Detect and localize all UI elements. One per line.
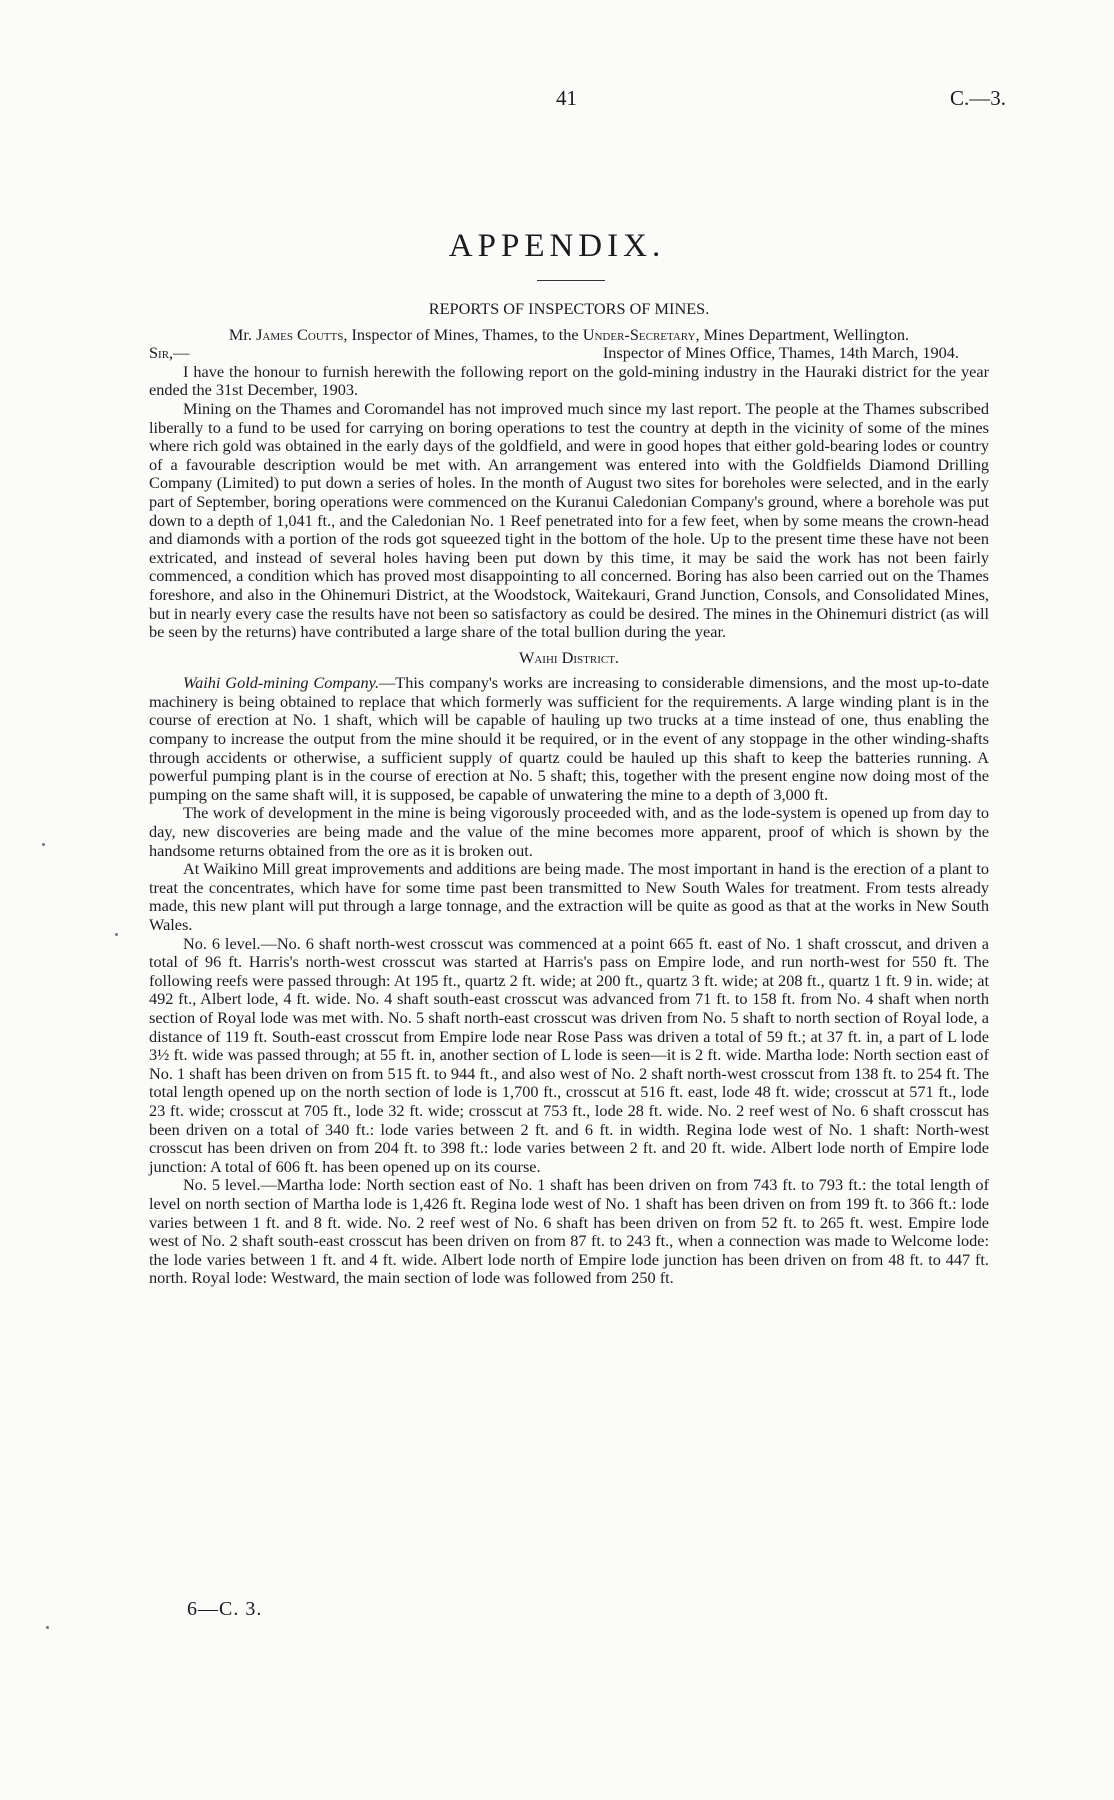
- document-reference: C.—3.: [950, 86, 1007, 110]
- company-name: Waihi Gold-mining Company.: [183, 673, 380, 693]
- paragraph-waikino: At Waikino Mill great improvements and additions are being made. The most important in hand is the erection of a plant to treat the concentrates, which have for some time past been transmitted to New South Wales for treatment. From tests already made, this new plant will put through a large tonnage, and the extraction will be quite as good as that at the works in New South Wales.: [149, 859, 989, 934]
- dateline: Inspector of Mines Office, Thames, 14th March, 1904.: [602, 343, 959, 363]
- report-body: [149, 300, 989, 1288]
- address-line: [149, 326, 989, 345]
- salutation: Sir,—: [149, 343, 190, 363]
- to-department: , Mines Department, Wellington.: [695, 324, 910, 344]
- section-heading-waihi: Waihi District.: [518, 647, 620, 667]
- footer-signature: 6—C. 3.: [187, 1598, 263, 1620]
- paragraph-waihi-company: [149, 674, 989, 804]
- from-prefix: Mr.: [228, 324, 252, 344]
- scan-speck: [46, 1626, 49, 1629]
- paragraph-no5-level: No. 5 level.—Martha lode: North section east of No. 1 shaft has been driven on from 743 ft. to 793 ft.: the total length of level on north section of Martha lode is 1,426 ft. Regina lode west of No. 1 shaft has been driven on from 199 ft. to 366 ft.: lode varies between 1 ft. and 8 ft. wide. No. 2 reef west of No. 6 shaft has been driven on from 52 ft. to 265 ft. west. Empire lode west of No. 2 shaft south-east crosscut has been driven on from 87 ft. to 243 ft., when a connection was made to Welcome lode: the lode varies between 1 ft. and 4 ft. wide. Albert lode north of Empire lode junction has been driven on from 48 ft. to 447 ft. north. Royal lode: Westward, the main section of lode was followed from 250 ft.: [149, 1175, 989, 1288]
- title-divider: [537, 280, 605, 281]
- from-name: James Coutts: [256, 324, 344, 344]
- paragraph-intro: I have the honour to furnish herewith the following report on the gold-mining industry in the Hauraki district for the year ended the 31st December, 1903.: [149, 361, 989, 400]
- to-name: Under-Secretary: [582, 324, 696, 344]
- page-number: 41: [556, 86, 577, 110]
- paragraph-thames: Mining on the Thames and Coromandel has not improved much since my last report. The people at the Thames subscribed liberally to a fund to be used for carrying on boring operations to test the country at depth in the vicinity of some of the mines where rich gold was obtained in the early days of the goldfield, and were in good hopes that either gold-bearing lodes or country of a favourable description would be met with. An arrangement was entered into with the Goldfields Diamond Drilling Company (Limited) to put down a series of holes. In the month of August two sites for boreholes were selected, and in the early part of September, boring operations were commenced on the Kuranui Caledonian Company's ground, where a borehole was put down to a depth of 1,041 ft., and the Caledonian No. 1 Reef penetrated into for a few feet, when by some means the crown-head and diamonds with a portion of the rods got squeezed tight in the bottom of the hole. Up to the present time these have not been extricated, and instead of several holes having been put down by this time, it may be said the work has not been fairly commenced, a condition which has proved most disappointing to all concerned. Boring has also been carried out on the Thames foreshore, and also in the Ohinemuri District, at the Woodstock, Waitekauri, Grand Junction, Consols, and Consolidated Mines, but in nearly every case the results have not been so satisfactory as could be desired. The mines in the Ohinemuri district (as will be seen by the returns) have contributed a large share of the total bullion during the year.: [149, 398, 989, 642]
- page-title: APPENDIX.: [448, 228, 666, 264]
- paragraph-no6-level: No. 6 level.—No. 6 shaft north-west crosscut was commenced at a point 665 ft. east of No. 1 shaft crosscut, and driven a total of 96 ft. Harris's north-west crosscut was started at Harris's pass on Empire lode, and run north-west for 550 ft. The following reefs were passed through: At 195 ft., quartz 2 ft. wide; at 200 ft., quartz 3 ft. wide; at 208 ft., quartz 1 ft. 9 in. wide; at 492 ft., Albert lode, 4 ft. wide. No. 4 shaft south-east crosscut was advanced from 71 ft. to 158 ft. from No. 4 shaft when north section of Royal lode was met with. No. 5 shaft north-east crosscut was driven from No. 5 shaft to north section of Royal lode, a distance of 119 ft. South-east crosscut from Empire lode near Rose Pass was driven a total of 59 ft.; at 37 ft. in, a part of L lode 3½ ft. wide was passed through; at 55 ft. in, another section of L lode is seen—it is 2 ft. wide. Martha lode: North section east of No. 1 shaft has been driven on from 515 ft. to 944 ft., and also west of No. 2 shaft north-west crosscut from 138 ft. to 254 ft. The total length opened up on the north section of lode is 1,700 ft., crosscut at 516 ft. east, lode 48 ft. wide; crosscut at 571 ft., lode 23 ft. wide; crosscut at 705 ft., lode 32 ft. wide; crosscut at 753 ft., lode 28 ft. wide. No. 2 reef west of No. 6 shaft crosscut has been driven on a total of 340 ft.: lode varies between 2 ft. and 6 ft. in width. Regina lode west of No. 1 shaft: North-west crosscut has been driven on from 204 ft. to 398 ft.: lode varies between 2 ft. and 20 ft. wide. Albert lode north of Empire lode junction: A total of 606 ft. has been opened up on its course.: [149, 933, 989, 1176]
- company-works-text: —This company's works are increasing to considerable dimensions, and the most up-to-date machinery is being obtained to replace that which formerly was sufficient for the requirements. A large winding plant is in the course of erection at No. 1 shaft, which will be capable of hauling up two trucks at a time instead of one, thus enabling the company to increase the output from the mine should it be required, or in the event of any stoppage in the other winding-shafts through accidents or otherwise, a sufficient supply of quartz could be hauled up this shaft to keep the batteries running. A powerful pumping plant is in the course of erection at No. 5 shaft; this, together with the present engine now doing most of the pumping on the same shaft will, it is supposed, be capable of unwatering the mine to a depth of 3,000 ft.: [149, 673, 989, 804]
- salutation-row: [149, 344, 989, 363]
- scan-speck: [115, 933, 118, 936]
- paragraph-development: The work of development in the mine is being vigorously proceeded with, and as the lode-system is opened up from day to day, new discoveries are being made and the value of the mine becomes more apparent, proof of which is shown by the handsome returns obtained from the ore as it is broken out.: [149, 803, 989, 860]
- from-title: , Inspector of Mines, Thames, to the: [343, 324, 579, 344]
- scan-speck: [42, 843, 45, 846]
- report-subtitle: REPORTS OF INSPECTORS OF MINES.: [428, 299, 710, 318]
